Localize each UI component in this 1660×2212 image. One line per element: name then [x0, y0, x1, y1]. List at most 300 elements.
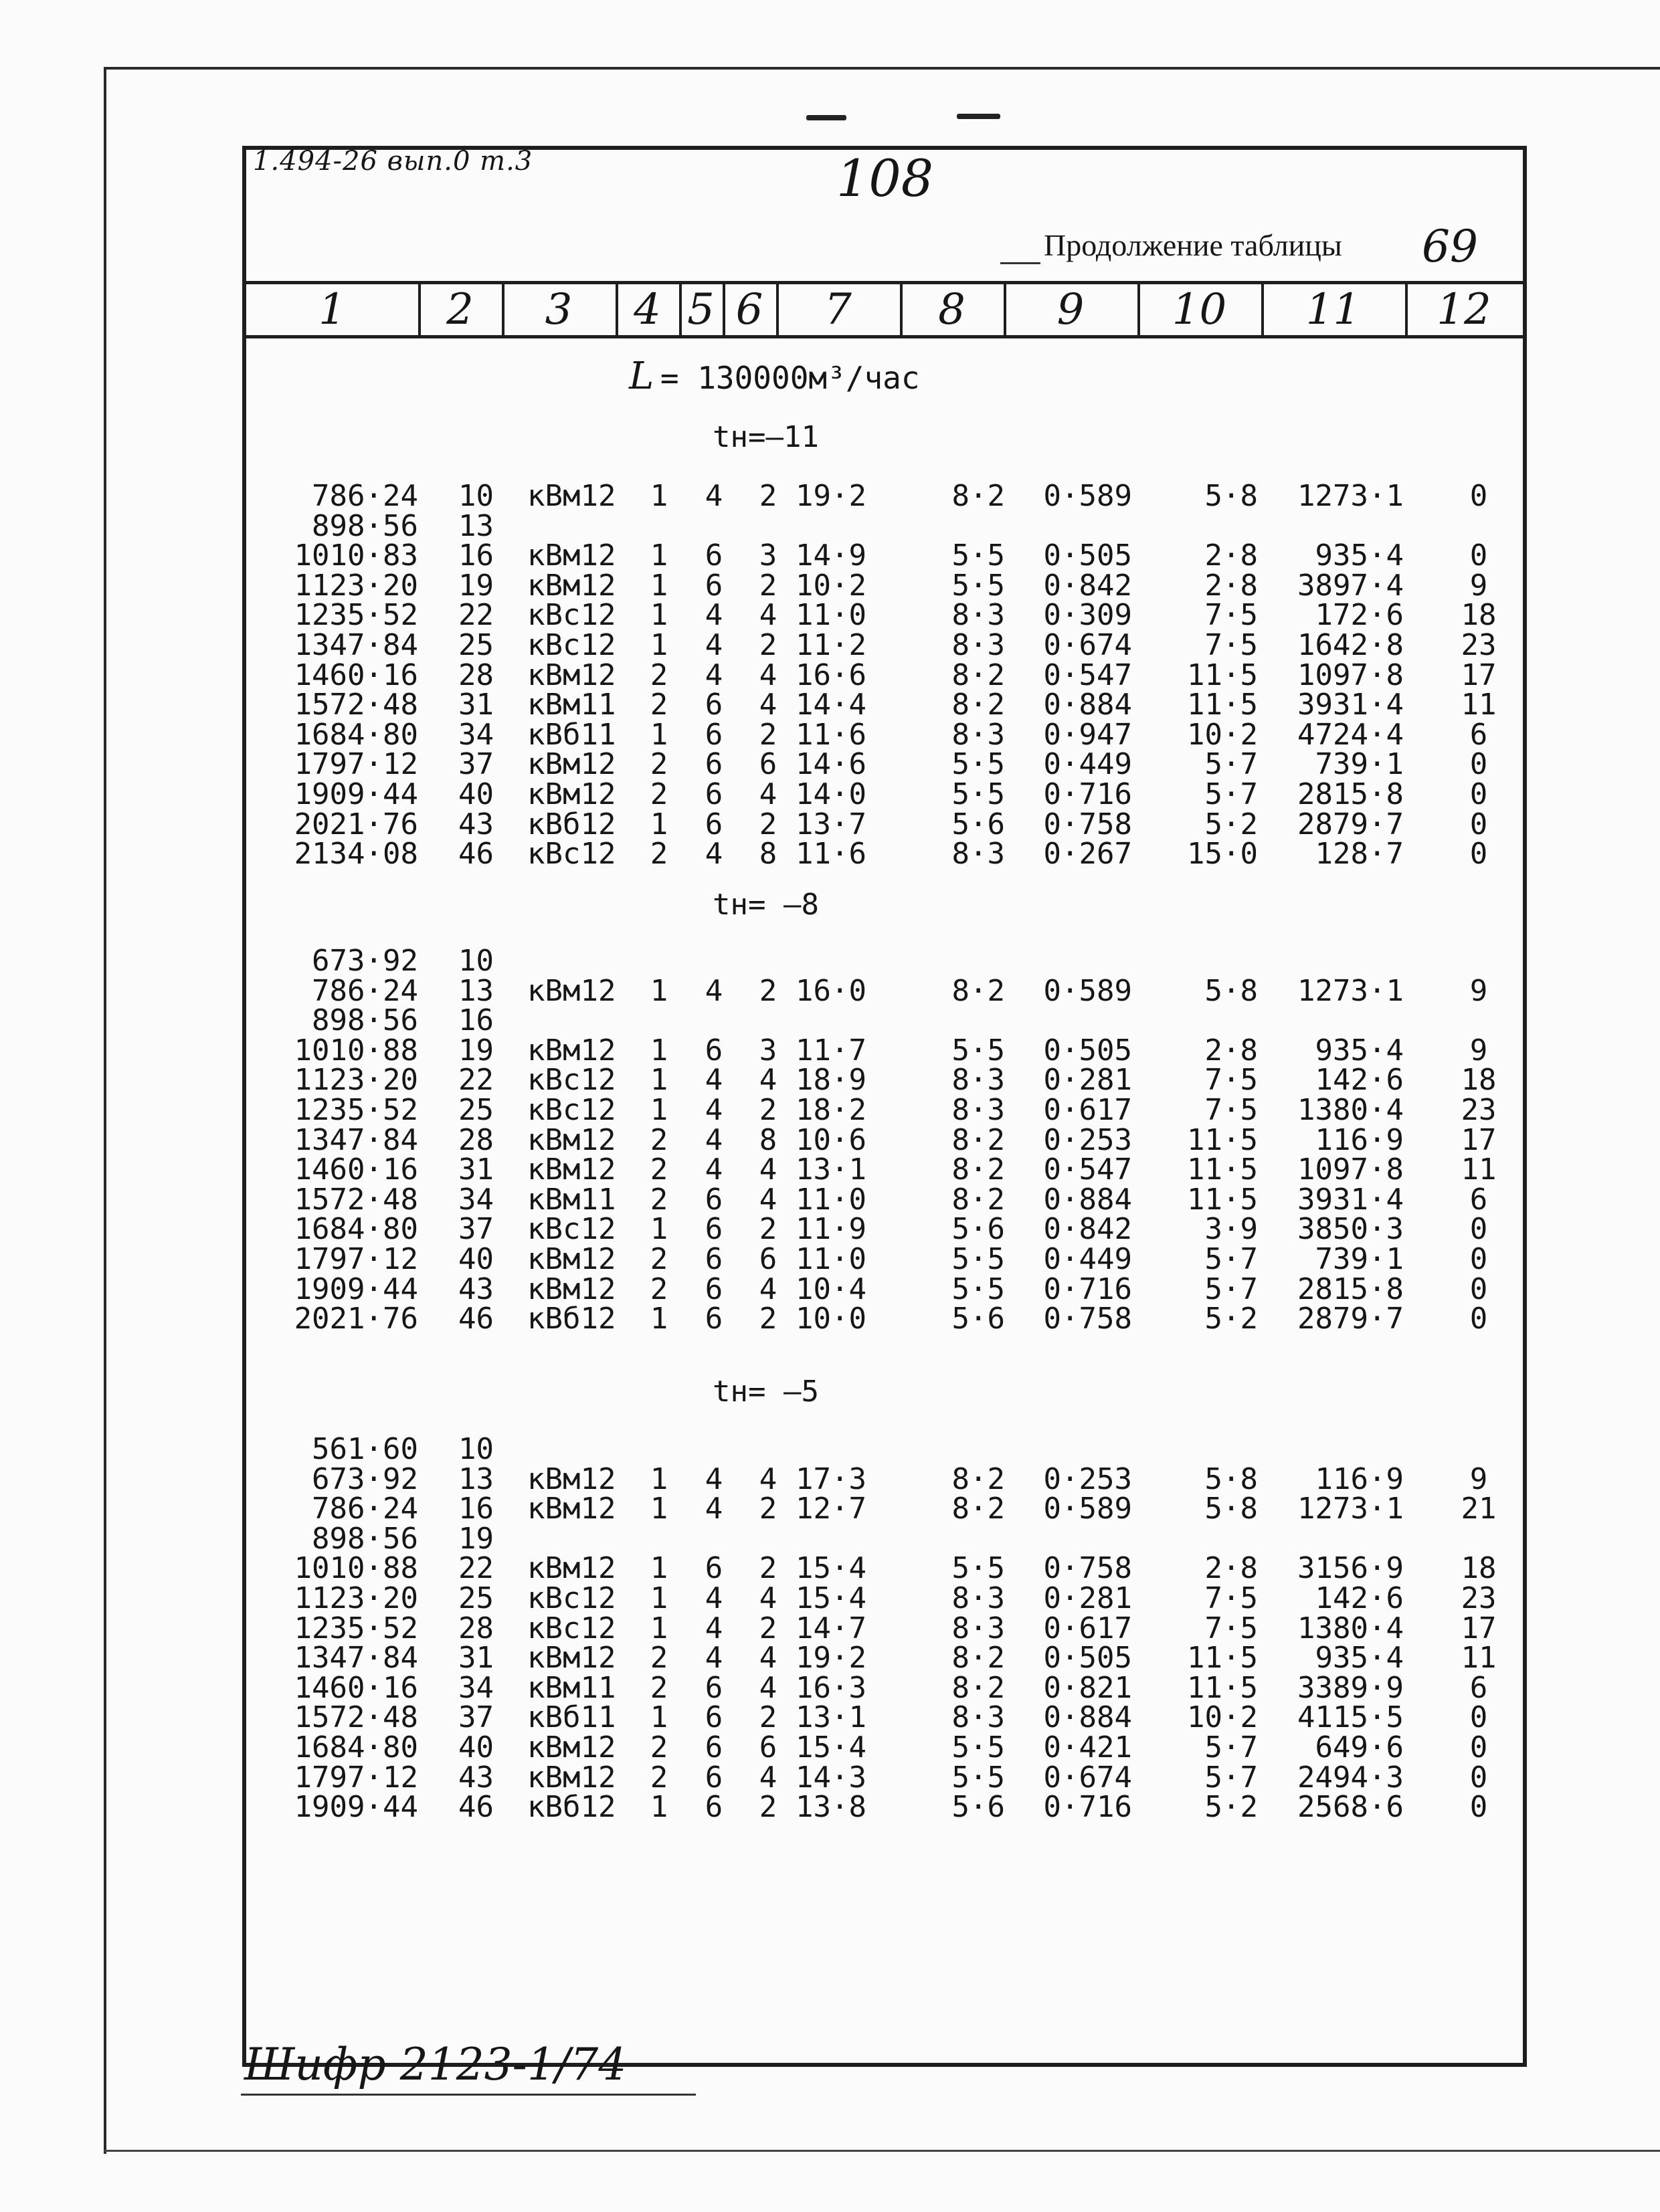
continuation-label: Продолжение таблицы — [1044, 228, 1342, 262]
cell-col-5: 4 — [705, 1492, 723, 1526]
cell-col-3: кВм12 — [527, 777, 616, 811]
cell-col-8: 8·3 — [951, 1063, 1005, 1098]
cell-col-11: 4115·5 — [1297, 1700, 1404, 1735]
cell-col-7: 11·0 — [796, 1242, 866, 1276]
table-row — [0, 658, 1660, 692]
cell-col-8: 8·2 — [951, 1462, 1005, 1496]
cell-col-4: 1 — [650, 1063, 668, 1098]
cell-col-8: 8·3 — [951, 1611, 1005, 1645]
cell-col-5: 6 — [705, 1033, 723, 1068]
cell-col-12: 18 — [1461, 598, 1497, 633]
header-divider — [418, 284, 421, 335]
cell-col-7: 16·0 — [796, 973, 866, 1008]
cell-col-7: 18·2 — [796, 1093, 866, 1127]
cell-col-12: 9 — [1469, 1033, 1488, 1068]
cell-col-2: 46 — [458, 837, 494, 872]
cell-col-7: 14·7 — [796, 1611, 866, 1645]
flow-symbol: L — [629, 355, 654, 398]
cell-col-5: 6 — [705, 1790, 723, 1825]
cell-col-9: 0·821 — [1043, 1670, 1132, 1705]
cell-col-3: кВм12 — [527, 1122, 616, 1157]
cell-col-2: 22 — [458, 1063, 494, 1098]
cell-col-12: 23 — [1461, 1581, 1497, 1615]
cell-col-3: кВб12 — [527, 1790, 616, 1825]
cell-col-9: 0·758 — [1043, 807, 1132, 841]
header-col-10: 10 — [1172, 285, 1227, 334]
cell-col-12: 6 — [1469, 717, 1488, 752]
cell-col-10: 5·7 — [1204, 1730, 1258, 1765]
cell-col-6: 4 — [759, 1641, 777, 1676]
cell-col-6: 4 — [759, 777, 777, 811]
cell-col-12: 17 — [1461, 1122, 1497, 1157]
cell-col-4: 1 — [650, 1581, 668, 1615]
header-divider — [1137, 284, 1140, 335]
table-row — [0, 1152, 1660, 1187]
cell-col-1: 786·24 — [312, 1492, 418, 1526]
cell-col-4: 1 — [650, 717, 668, 752]
cell-col-8: 8·2 — [951, 1182, 1005, 1217]
cell-col-10: 11·5 — [1187, 658, 1258, 692]
cell-col-8: 8·3 — [951, 1581, 1005, 1615]
cell-col-11: 4724·4 — [1297, 717, 1404, 752]
cell-col-11: 1273·1 — [1297, 1492, 1404, 1526]
cell-col-9: 0·253 — [1043, 1122, 1132, 1157]
cell-col-7: 15·4 — [796, 1551, 866, 1586]
cell-col-1: 1347·84 — [294, 628, 418, 662]
cell-col-2: 37 — [458, 1212, 494, 1247]
cell-col-12: 23 — [1461, 628, 1497, 662]
cell-col-1: 561·60 — [312, 1432, 418, 1466]
cell-col-11: 128·7 — [1315, 837, 1404, 872]
table-row — [0, 1432, 1660, 1466]
cell-col-6: 2 — [759, 717, 777, 752]
cell-col-4: 1 — [650, 628, 668, 662]
header-col-9: 9 — [1056, 285, 1085, 334]
cell-col-4: 2 — [650, 1641, 668, 1676]
cell-col-6: 2 — [759, 807, 777, 841]
cell-col-2: 37 — [458, 747, 494, 782]
cell-col-10: 5·8 — [1204, 479, 1258, 513]
cell-col-9: 0·884 — [1043, 1700, 1132, 1735]
cell-col-1: 1684·80 — [294, 1212, 418, 1247]
cell-col-7: 19·2 — [796, 1641, 866, 1676]
cell-col-4: 2 — [650, 1730, 668, 1765]
cell-col-8: 8·3 — [951, 837, 1005, 872]
cell-col-11: 2879·7 — [1297, 1302, 1404, 1336]
cell-col-8: 8·3 — [951, 1700, 1005, 1735]
cell-col-3: кВм12 — [527, 538, 616, 573]
page-number: 108 — [836, 148, 934, 208]
cell-col-8: 8·2 — [951, 1122, 1005, 1157]
cell-col-5: 6 — [705, 1551, 723, 1586]
cell-col-2: 25 — [458, 1093, 494, 1127]
cell-col-3: кВм12 — [527, 1730, 616, 1765]
cell-col-8: 8·2 — [951, 1492, 1005, 1526]
table-row — [0, 1182, 1660, 1217]
cell-col-12: 0 — [1469, 837, 1488, 872]
cell-col-3: кВм11 — [527, 1670, 616, 1705]
cell-col-1: 786·24 — [312, 479, 418, 513]
cell-col-6: 4 — [759, 1760, 777, 1795]
table-row — [0, 479, 1660, 513]
cell-col-6: 3 — [759, 538, 777, 573]
cell-col-1: 898·56 — [312, 1003, 418, 1038]
header-col-4: 4 — [634, 285, 661, 334]
cell-col-4: 2 — [650, 1760, 668, 1795]
cell-col-2: 34 — [458, 717, 494, 752]
cell-col-7: 11·0 — [796, 1182, 866, 1217]
cell-col-7: 14·0 — [796, 777, 866, 811]
cell-col-10: 15·0 — [1187, 837, 1258, 872]
cell-col-8: 5·6 — [951, 807, 1005, 841]
cell-col-7: 18·9 — [796, 1063, 866, 1098]
cell-col-6: 2 — [759, 1551, 777, 1586]
cell-col-6: 2 — [759, 628, 777, 662]
cell-col-12: 11 — [1461, 1641, 1497, 1676]
cell-col-1: 1797·12 — [294, 1242, 418, 1276]
cell-col-10: 3·9 — [1204, 1212, 1258, 1247]
cell-col-2: 34 — [458, 1182, 494, 1217]
table-row — [0, 1272, 1660, 1306]
table-row — [0, 1304, 1660, 1334]
cell-col-3: кВм12 — [527, 1462, 616, 1496]
cell-col-5: 6 — [705, 1242, 723, 1276]
header-col-5: 5 — [687, 285, 715, 334]
table-row — [0, 1581, 1660, 1615]
cell-col-2: 46 — [458, 1790, 494, 1825]
cell-col-12: 0 — [1469, 1730, 1488, 1765]
cell-col-1: 1909·44 — [294, 1272, 418, 1306]
header-col-2: 2 — [446, 285, 474, 334]
cell-col-2: 16 — [458, 1492, 494, 1526]
cell-col-10: 11·5 — [1187, 1641, 1258, 1676]
cell-col-5: 6 — [705, 1670, 723, 1705]
cell-col-9: 0·716 — [1043, 1790, 1132, 1825]
header-col-6: 6 — [735, 285, 763, 334]
cell-col-8: 5·5 — [951, 1033, 1005, 1068]
cell-col-6: 4 — [759, 1462, 777, 1496]
cell-col-2: 16 — [458, 1003, 494, 1038]
cell-col-6: 2 — [759, 1212, 777, 1247]
table-row — [0, 1122, 1660, 1157]
cell-col-2: 10 — [458, 479, 494, 513]
cell-col-7: 11·7 — [796, 1033, 866, 1068]
cell-col-1: 1684·80 — [294, 717, 418, 752]
cell-col-7: 13·1 — [796, 1700, 866, 1735]
cell-col-10: 5·8 — [1204, 1462, 1258, 1496]
cell-col-12: 0 — [1469, 1790, 1488, 1825]
cell-col-12: 9 — [1469, 1462, 1488, 1496]
table-row — [0, 1462, 1660, 1496]
cell-col-6: 4 — [759, 1670, 777, 1705]
cell-col-5: 4 — [705, 973, 723, 1008]
cell-col-6: 4 — [759, 1063, 777, 1098]
cell-col-2: 43 — [458, 807, 494, 841]
cell-col-3: кВс12 — [527, 598, 616, 633]
cell-col-1: 2021·76 — [294, 807, 418, 841]
cell-col-6: 8 — [759, 837, 777, 872]
header-col-12: 12 — [1437, 285, 1491, 334]
cell-col-1: 898·56 — [312, 1521, 418, 1556]
cell-col-4: 2 — [650, 658, 668, 692]
cell-col-7: 11·9 — [796, 1212, 866, 1247]
cell-col-2: 31 — [458, 1152, 494, 1187]
cell-col-12: 18 — [1461, 1551, 1497, 1586]
header-col-11: 11 — [1305, 285, 1361, 334]
cell-col-3: кВм12 — [527, 568, 616, 603]
cell-col-1: 898·56 — [312, 508, 418, 543]
cell-col-2: 28 — [458, 658, 494, 692]
table-row — [0, 946, 1660, 976]
cell-col-5: 4 — [705, 628, 723, 662]
cell-col-8: 5·5 — [951, 1760, 1005, 1795]
cell-col-7: 11·0 — [796, 598, 866, 633]
table-row — [0, 508, 1660, 543]
cell-col-4: 1 — [650, 538, 668, 573]
cell-col-4: 1 — [650, 479, 668, 513]
cell-col-9: 0·617 — [1043, 1093, 1132, 1127]
table-row — [0, 1003, 1660, 1038]
cell-col-4: 1 — [650, 1790, 668, 1825]
cell-col-5: 4 — [705, 1093, 723, 1127]
cell-col-6: 4 — [759, 598, 777, 633]
cell-col-10: 5·7 — [1204, 1760, 1258, 1795]
table-row — [0, 1551, 1660, 1586]
cell-col-11: 935·4 — [1315, 1033, 1404, 1068]
cell-col-4: 2 — [650, 1242, 668, 1276]
flow-rate-label — [629, 355, 920, 398]
table-row — [0, 1611, 1660, 1645]
table-row — [0, 1641, 1660, 1676]
cell-col-5: 4 — [705, 1152, 723, 1187]
table-row — [0, 1760, 1660, 1795]
cell-col-2: 46 — [458, 1302, 494, 1336]
cell-col-4: 1 — [650, 1212, 668, 1247]
cell-col-6: 2 — [759, 479, 777, 513]
cell-col-9: 0·547 — [1043, 658, 1132, 692]
cell-col-2: 13 — [458, 508, 494, 543]
cell-col-8: 8·3 — [951, 628, 1005, 662]
cell-col-7: 14·4 — [796, 688, 866, 722]
cell-col-3: кВм12 — [527, 1551, 616, 1586]
cell-col-5: 6 — [705, 1302, 723, 1336]
table-row — [0, 690, 1660, 720]
cell-col-12: 9 — [1469, 568, 1488, 603]
cell-col-11: 3850·3 — [1297, 1212, 1404, 1247]
cell-col-3: кВб12 — [527, 1302, 616, 1336]
cell-col-3: кВб12 — [527, 807, 616, 841]
cell-col-4: 2 — [650, 1182, 668, 1217]
cell-col-4: 1 — [650, 1093, 668, 1127]
cell-col-11: 2879·7 — [1297, 807, 1404, 841]
cell-col-6: 4 — [759, 658, 777, 692]
header-divider — [900, 284, 903, 335]
cell-col-10: 7·5 — [1204, 1093, 1258, 1127]
cell-col-12: 0 — [1469, 1760, 1488, 1795]
cell-col-3: кВм12 — [527, 479, 616, 513]
cell-col-9: 0·758 — [1043, 1551, 1132, 1586]
cell-col-10: 11·5 — [1187, 1122, 1258, 1157]
cell-col-7: 13·7 — [796, 807, 866, 841]
cell-col-1: 1460·16 — [294, 1152, 418, 1187]
cell-col-6: 2 — [759, 1790, 777, 1825]
cell-col-9: 0·309 — [1043, 598, 1132, 633]
cell-col-8: 8·2 — [951, 1670, 1005, 1705]
cell-col-4: 1 — [650, 1492, 668, 1526]
cell-col-1: 2134·08 — [294, 837, 418, 872]
cell-col-11: 3156·9 — [1297, 1551, 1404, 1586]
cell-col-1: 1909·44 — [294, 1790, 418, 1825]
cell-col-2: 22 — [458, 1551, 494, 1586]
cell-col-5: 4 — [705, 1611, 723, 1645]
top-dash-mark — [806, 115, 846, 120]
cell-col-9: 0·547 — [1043, 1152, 1132, 1187]
cell-col-12: 21 — [1461, 1492, 1497, 1526]
cell-col-12: 6 — [1469, 1670, 1488, 1705]
cell-col-4: 1 — [650, 598, 668, 633]
cell-col-10: 11·5 — [1187, 688, 1258, 722]
cell-col-9: 0·449 — [1043, 747, 1132, 782]
document-reference: 1.494-26 вып.0 т.3 — [253, 146, 533, 177]
cell-col-10: 7·5 — [1204, 598, 1258, 633]
cell-col-6: 4 — [759, 688, 777, 722]
cell-col-8: 8·2 — [951, 658, 1005, 692]
cell-col-3: кВм12 — [527, 1272, 616, 1306]
table-row — [0, 538, 1660, 573]
cell-col-11: 116·9 — [1315, 1122, 1404, 1157]
table-number: 69 — [1422, 221, 1478, 272]
cell-col-3: кВс12 — [527, 837, 616, 872]
table-row — [0, 568, 1660, 603]
table-row — [0, 777, 1660, 811]
top-dash-mark — [957, 114, 1000, 119]
cell-col-7: 11·6 — [796, 717, 866, 752]
cell-col-5: 4 — [705, 598, 723, 633]
cell-col-8: 8·2 — [951, 479, 1005, 513]
cell-col-5: 6 — [705, 717, 723, 752]
cell-col-2: 31 — [458, 1641, 494, 1676]
cell-col-1: 1235·52 — [294, 598, 418, 633]
cell-col-7: 15·4 — [796, 1581, 866, 1615]
cell-col-11: 3389·9 — [1297, 1670, 1404, 1705]
cell-col-5: 4 — [705, 1063, 723, 1098]
cell-col-7: 19·2 — [796, 479, 866, 513]
table-row — [0, 1521, 1660, 1556]
cell-col-3: кВм12 — [527, 1242, 616, 1276]
table-row — [0, 1093, 1660, 1127]
cell-col-1: 1123·20 — [294, 1581, 418, 1615]
cell-col-4: 2 — [650, 1670, 668, 1705]
cell-col-12: 0 — [1469, 1242, 1488, 1276]
cell-col-5: 6 — [705, 1272, 723, 1306]
cell-col-3: кВм12 — [527, 973, 616, 1008]
cell-col-4: 1 — [650, 1302, 668, 1336]
cell-col-7: 14·9 — [796, 538, 866, 573]
header-divider — [679, 284, 682, 335]
cell-col-5: 6 — [705, 807, 723, 841]
cell-col-5: 6 — [705, 777, 723, 811]
header-col-3: 3 — [545, 285, 573, 334]
cell-col-8: 8·3 — [951, 717, 1005, 752]
cell-col-9: 0·842 — [1043, 1212, 1132, 1247]
cell-col-10: 11·5 — [1187, 1152, 1258, 1187]
cell-col-2: 19 — [458, 1521, 494, 1556]
table-row — [0, 807, 1660, 841]
header-divider — [1261, 284, 1264, 335]
cell-col-12: 23 — [1461, 1093, 1497, 1127]
cell-col-9: 0·758 — [1043, 1302, 1132, 1336]
cell-col-1: 1572·48 — [294, 688, 418, 722]
cell-col-7: 16·3 — [796, 1670, 866, 1705]
cell-col-4: 1 — [650, 1033, 668, 1068]
cell-col-9: 0·449 — [1043, 1242, 1132, 1276]
cell-col-11: 2494·3 — [1297, 1760, 1404, 1795]
cell-col-3: кВс12 — [527, 1611, 616, 1645]
cell-col-3: кВб11 — [527, 717, 616, 752]
table-row — [0, 837, 1660, 872]
cell-col-11: 2568·6 — [1297, 1790, 1404, 1825]
cell-col-5: 6 — [705, 688, 723, 722]
cell-col-4: 1 — [650, 1700, 668, 1735]
cell-col-9: 0·674 — [1043, 628, 1132, 662]
cell-col-7: 15·4 — [796, 1730, 866, 1765]
cell-col-10: 2·8 — [1204, 1551, 1258, 1586]
cell-col-6: 6 — [759, 1730, 777, 1765]
cell-col-11: 935·4 — [1315, 538, 1404, 573]
underline-mark — [1000, 262, 1040, 264]
cell-col-3: кВс12 — [527, 1581, 616, 1615]
table-row — [0, 1033, 1660, 1068]
cell-col-7: 17·3 — [796, 1462, 866, 1496]
cell-col-2: 19 — [458, 568, 494, 603]
cell-col-5: 4 — [705, 1462, 723, 1496]
cell-col-10: 5·7 — [1204, 777, 1258, 811]
cell-col-10: 2·8 — [1204, 568, 1258, 603]
cell-col-9: 0·842 — [1043, 568, 1132, 603]
cell-col-2: 40 — [458, 1730, 494, 1765]
cell-col-1: 1797·12 — [294, 747, 418, 782]
cell-col-3: кВм12 — [527, 1152, 616, 1187]
cell-col-10: 10·2 — [1187, 717, 1258, 752]
cell-col-12: 0 — [1469, 538, 1488, 573]
cell-col-6: 2 — [759, 1302, 777, 1336]
cell-col-4: 2 — [650, 1272, 668, 1306]
cell-col-3: кВм11 — [527, 688, 616, 722]
cell-col-11: 3931·4 — [1297, 1182, 1404, 1217]
table-row — [0, 717, 1660, 752]
header-divider — [723, 284, 725, 335]
cell-col-1: 1684·80 — [294, 1730, 418, 1765]
cell-col-9: 0·253 — [1043, 1462, 1132, 1496]
cell-col-3: кВм12 — [527, 1641, 616, 1676]
cell-col-1: 2021·76 — [294, 1302, 418, 1336]
cell-col-8: 5·5 — [951, 747, 1005, 782]
cell-col-6: 2 — [759, 1492, 777, 1526]
cell-col-9: 0·281 — [1043, 1581, 1132, 1615]
cell-col-8: 5·6 — [951, 1212, 1005, 1247]
cell-col-9: 0·421 — [1043, 1730, 1132, 1765]
cell-col-5: 4 — [705, 658, 723, 692]
cell-col-6: 2 — [759, 973, 777, 1008]
header-col-1: 1 — [318, 285, 346, 334]
cell-col-9: 0·505 — [1043, 538, 1132, 573]
table-row — [0, 598, 1660, 633]
cell-col-11: 1380·4 — [1297, 1611, 1404, 1645]
cell-col-12: 0 — [1469, 747, 1488, 782]
table-row — [0, 1212, 1660, 1247]
cell-col-11: 2815·8 — [1297, 777, 1404, 811]
cell-col-9: 0·505 — [1043, 1033, 1132, 1068]
